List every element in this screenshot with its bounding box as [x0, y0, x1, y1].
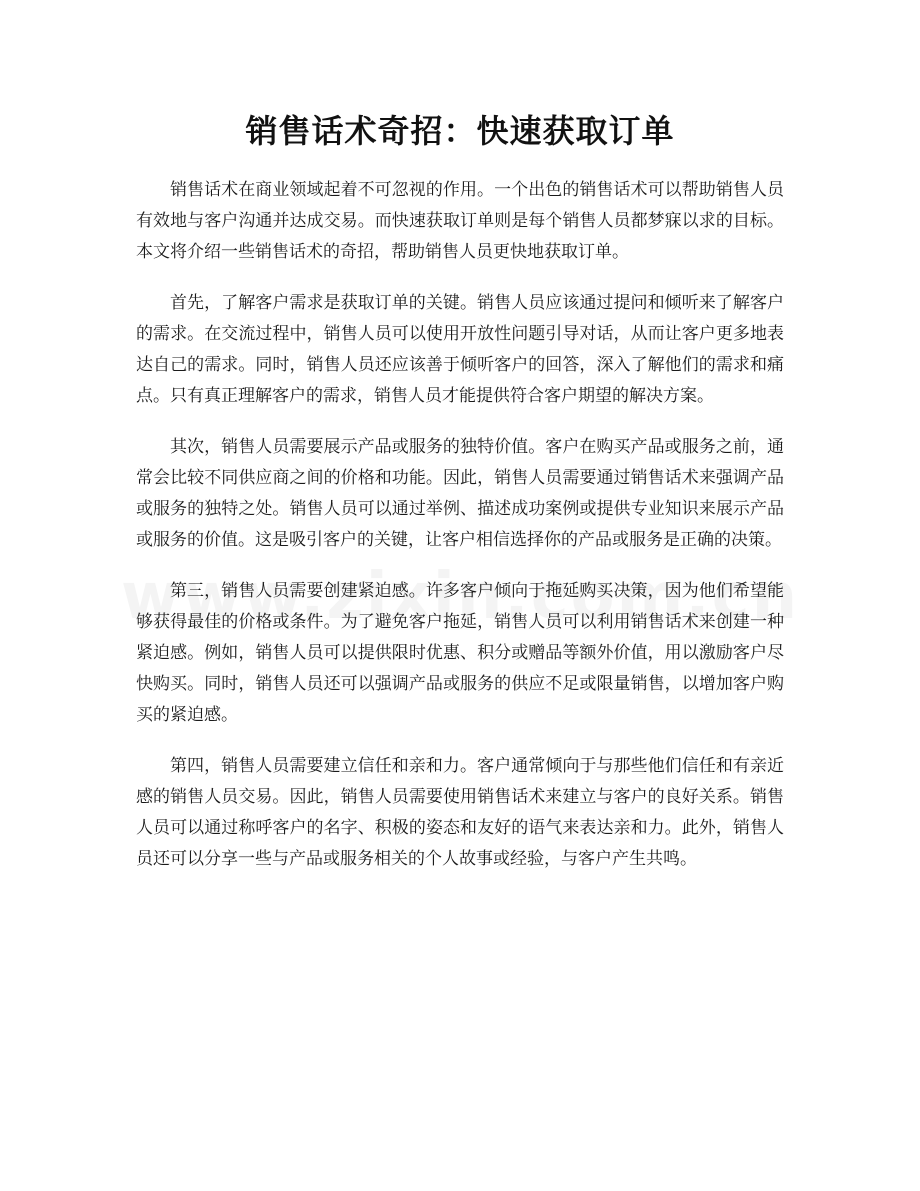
- document-title: 销售话术奇招：快速获取订单: [245, 112, 675, 150]
- paragraph-third: 第三，销售人员需要创建紧迫感。许多客户倾向于拖延购买决策，因为他们希望能够获得最佳的价格或条件。为了避免客户拖延，销售人员可以利用销售话术来创建一种紧迫感。例如，销售人员可以提供限时优惠、积分或赠品等额外价值，用以激励客户尽快购买。同时，销售人员还可以强调产品或服务的供应不足或限量销售，以增加客户购买的紧迫感。: [136, 581, 784, 725]
- paragraph-intro: 销售话术在商业领域起着不可忽视的作用。一个出色的销售话术可以帮助销售人员有效地与客户沟通并达成交易。而快速获取订单则是每个销售人员都梦寐以求的目标。本文将介绍一些销售话术的奇招，帮助销售人员更快地获取订单。: [136, 180, 784, 262]
- paragraph-second: 其次，销售人员需要展示产品或服务的独特价值。客户在购买产品或服务之前，通常会比较不同供应商之间的价格和功能。因此，销售人员需要通过销售话术来强调产品或服务的独特之处。销售人员可以通过举例、描述成功案例或提供专业知识来展示产品或服务的价值。这是吸引客户的关键，让客户相信选择你的产品或服务是正确的决策。: [136, 437, 784, 550]
- paragraph-fourth: 第四，销售人员需要建立信任和亲和力。客户通常倾向于与那些他们信任和有亲近感的销售人员交易。因此，销售人员需要使用销售话术来建立与客户的良好关系。销售人员可以通过称呼客户的名字、积极的姿态和友好的语气来表达亲和力。此外，销售人员还可以分享一些与产品或服务相关的个人故事或经验，与客户产生共鸣。: [136, 756, 784, 869]
- paragraph-first: 首先，了解客户需求是获取订单的关键。销售人员应该通过提问和倾听来了解客户的需求。在交流过程中，销售人员可以使用开放性问题引导对话，从而让客户更多地表达自己的需求。同时，销售人员还应该善于倾听客户的回答，深入了解他们的需求和痛点。只有真正理解客户的需求，销售人员才能提供符合客户期望的解决方案。: [136, 293, 784, 406]
- document-body: [136, 175, 784, 895]
